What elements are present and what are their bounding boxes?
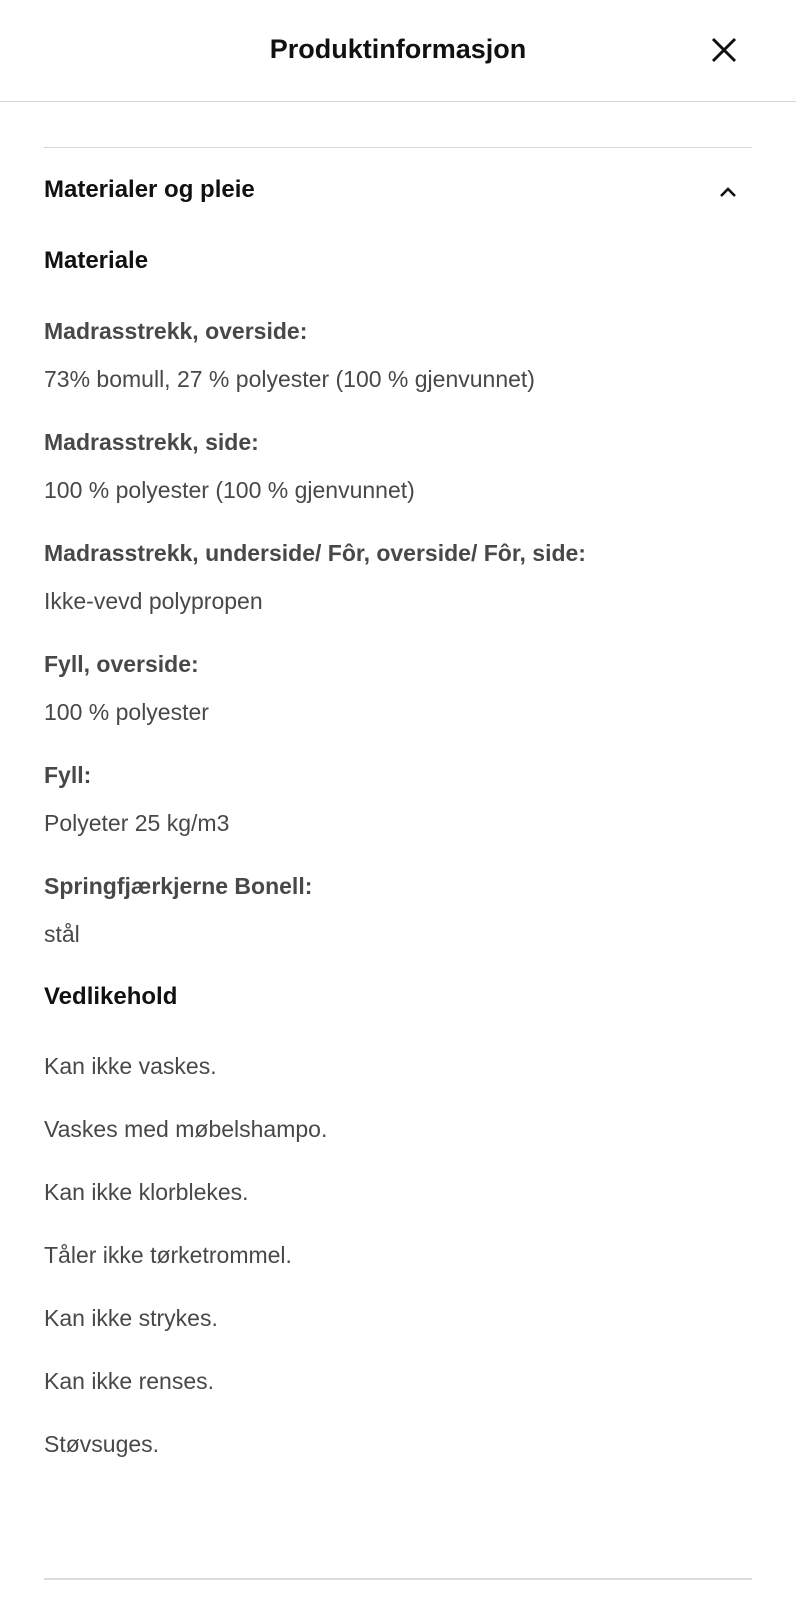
accordion-materials-care[interactable] [44,148,752,236]
modal-header [0,0,796,102]
product-info-content [44,147,752,1460]
page-title: Produktinformasjon [269,34,527,64]
material-item [44,648,752,728]
care-item: Kan ikke strykes. [44,1305,218,1331]
material-item [44,870,752,950]
close-icon [708,34,740,66]
material-label: Madrasstrekk, overside: [44,318,308,344]
materials-list [44,315,752,950]
material-value: stål [44,921,80,947]
care-item: Kan ikke vaskes. [44,1053,217,1079]
care-item: Kan ikke renses. [44,1368,215,1394]
material-label: Madrasstrekk, side: [44,429,259,455]
close-button[interactable] [708,34,740,66]
care-item: Vaskes med møbelshampo. [44,1116,328,1142]
material-label: Fyll: [44,762,92,788]
material-value: 73% bomull, 27 % polyester (100 % gjenvunnet) [44,366,535,392]
material-heading: Materiale [44,247,149,274]
care-item: Kan ikke klorblekes. [44,1179,249,1205]
accordion-title: Materialer og pleie [44,176,255,203]
material-value: Polyeter 25 kg/m3 [44,810,230,836]
material-item [44,426,752,506]
care-item: Tåler ikke tørketrommel. [44,1242,292,1268]
chevron-up-icon[interactable] [716,180,740,204]
material-value: Ikke-vevd polypropen [44,588,263,614]
care-heading: Vedlikehold [44,983,178,1010]
material-label: Fyll, overside: [44,651,199,677]
material-item [44,537,752,617]
material-label: Springfjærkjerne Bonell: [44,873,313,899]
material-value: 100 % polyester (100 % gjenvunnet) [44,477,415,503]
material-value: 100 % polyester [44,699,209,725]
material-item [44,315,752,395]
material-label: Madrasstrekk, underside/ Fôr, overside/ Fôr, side: [44,540,586,566]
material-item [44,759,752,839]
divider [44,1578,752,1580]
care-item: Støvsuges. [44,1431,160,1457]
care-list [44,1050,752,1460]
